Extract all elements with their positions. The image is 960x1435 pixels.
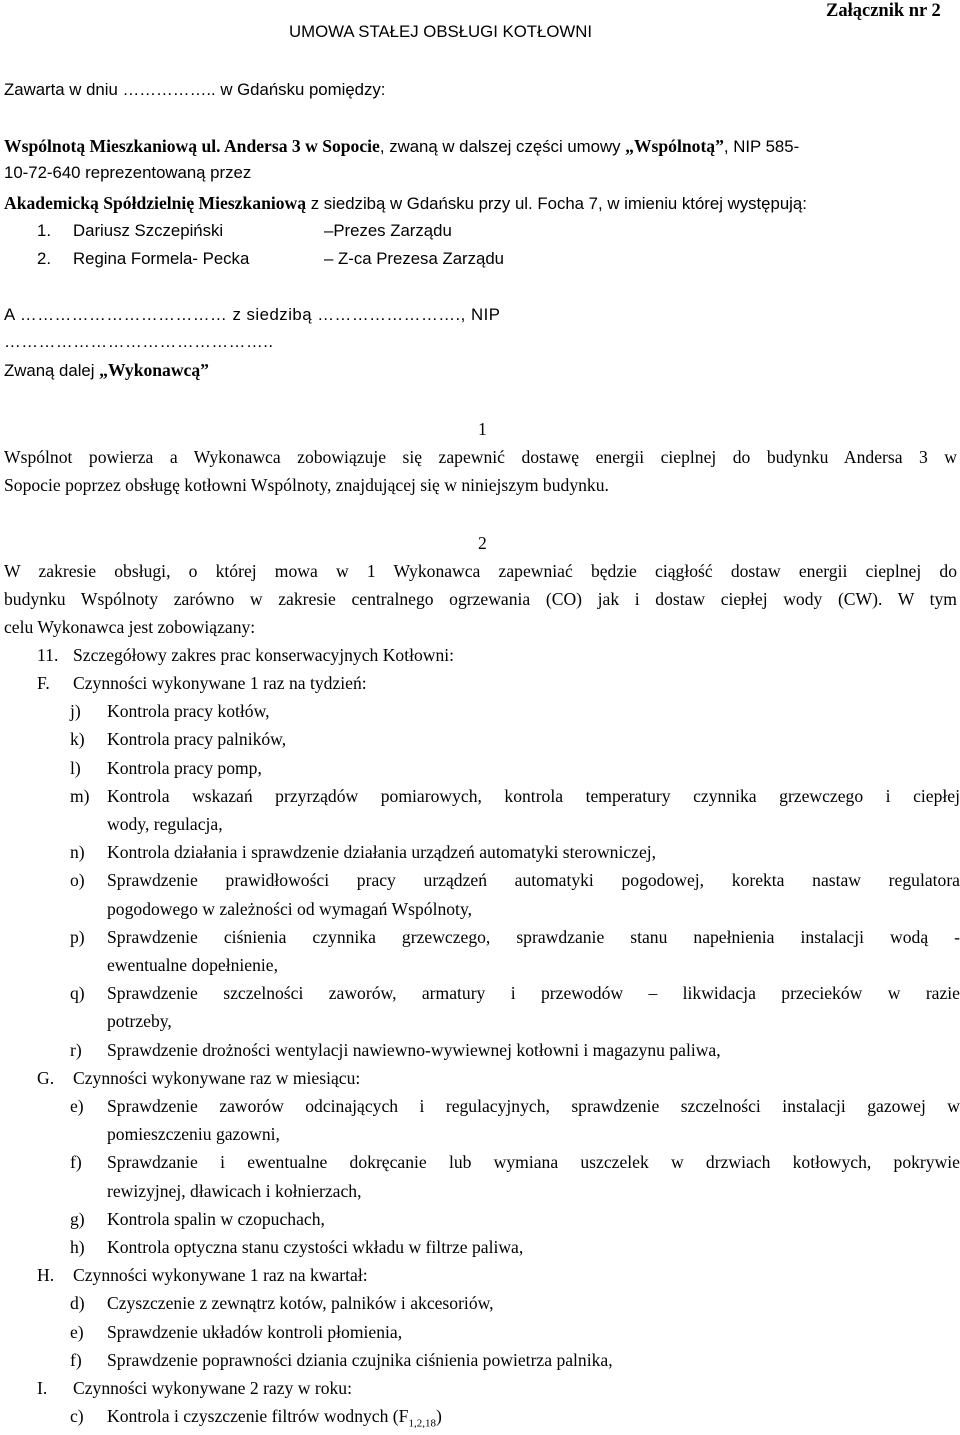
- list-item-continuation: potrzeby,: [107, 1011, 172, 1032]
- section1-line2: Sopocie poprzez obsługę kotłowni Wspólnoty, znajdującej się w niniejszym budynku.: [4, 475, 609, 495]
- list-item-label: k): [70, 729, 85, 750]
- group-title: Czynności wykonywane 1 raz na kwartał:: [73, 1265, 368, 1286]
- list-item-text: Sprawdzenie zaworów odcinających i regulacyjnych, sprawdzenie szczelności instalacji gazowej w: [107, 1096, 960, 1116]
- list-item-label: f): [70, 1349, 82, 1370]
- list-item-continuation: pogodowego w zależności od wymagań Wspólnoty,: [107, 898, 472, 919]
- list-item-text: Kontrola pracy pomp,: [107, 757, 262, 778]
- group-label: F.: [37, 673, 50, 693]
- group-title: Czynności wykonywane 2 razy w roku:: [73, 1378, 352, 1398]
- list-item-continuation: pomieszczeniu gazowni,: [107, 1124, 280, 1145]
- signatory-role-2: – Z-ca Prezesa Zarządu: [324, 249, 505, 268]
- manager-line: [4, 192, 807, 215]
- party1-mid: , zwaną w dalszej części umowy: [379, 137, 626, 156]
- scope-number: 11.: [37, 645, 59, 665]
- list-item-label: e): [70, 1321, 84, 1342]
- list-item-text: Kontrola działania i sprawdzenie działania urządzeń automatyki sterowniczej,: [107, 842, 657, 863]
- party1-alias: „Wspólnotą”: [625, 136, 724, 156]
- list-item-label: g): [70, 1208, 85, 1229]
- list-item-text: Sprawdzenie szczelności zaworów, armatury i przewodów – likwidacja przecieków w razie: [107, 983, 960, 1004]
- contractor-line2: ………………………………………..: [4, 332, 274, 351]
- scope-title: Szczegółowy zakres prac konserwacyjnych Kotłowni:: [73, 645, 455, 665]
- list-item-text: Kontrola optyczna stanu czystości wkładu w filtrze paliwa,: [107, 1237, 524, 1257]
- subscript: 1,2,18: [408, 1417, 436, 1430]
- list-item-text: Sprawdzenie prawidłowości pracy urządzeń automatyki pogodowej, korekta nastaw regulatora: [107, 870, 960, 891]
- contractor-alias: „Wykonawcą”: [99, 360, 209, 380]
- list-item-label: d): [70, 1293, 85, 1314]
- list-item-text: Kontrola pracy palników,: [107, 729, 287, 750]
- group-title: Czynności wykonywane 1 raz na tydzień:: [73, 673, 367, 693]
- list-item-text: Sprawdzenie ciśnienia czynnika grzewczego, sprawdzanie stanu napełnienia instalacji wodą -: [107, 926, 960, 947]
- list-item-text: Sprawdzenie poprawności dziania czujnika ciśnienia powietrza palnika,: [107, 1349, 613, 1370]
- list-item-text: Kontrola spalin w czopuchach,: [107, 1208, 325, 1229]
- list-item-continuation: rewizyjnej, dławicach i kołnierzach,: [107, 1180, 362, 1201]
- list-item-label: n): [70, 842, 85, 863]
- list-item-text: Kontrola pracy kotłów,: [107, 701, 270, 722]
- signatory-name-1: Dariusz Szczepiński: [73, 221, 224, 240]
- list-item-text: Kontrola i czyszczenie filtrów wodnych $(F_{1,2,18})$: [107, 1406, 442, 1430]
- list-item-text: Sprawdzenie drożności wentylacji nawiewno-wywiewnej kotłowni i magazynu paliwa,: [107, 1039, 721, 1060]
- list-item-label: l): [70, 757, 81, 778]
- list-item-label: p): [70, 926, 85, 947]
- group-label: G.: [37, 1067, 55, 1088]
- list-item-label: q): [70, 983, 85, 1004]
- document-title: UMOWA STAŁEJ OBSŁUGI KOTŁOWNI: [289, 22, 593, 41]
- contractor-alias-line: [4, 359, 209, 382]
- group-title: Czynności wykonywane raz w miesiącu:: [73, 1067, 361, 1088]
- section2-line2: budynku Wspólnoty zarówno w zakresie centralnego ogrzewania (CO) jak i dostaw ciepłej wody (CW). W tym: [4, 589, 957, 609]
- signatory-role-1: –Prezes Zarządu: [324, 221, 452, 240]
- list-item-label: j): [70, 701, 81, 722]
- party1-line2: 10-72-640 reprezentowaną przez: [4, 163, 252, 182]
- list-item-text: Czyszczenie z zewnątrz kotów, palników i akcesoriów,: [107, 1293, 494, 1314]
- list-item-continuation: wody, regulacja,: [107, 814, 223, 834]
- contractor-line1: A ……………………………… z siedzibą ……………………., NIP: [4, 305, 501, 324]
- attachment-label: Załącznik nr 2: [826, 1, 941, 21]
- list-item-continuation: ewentualne dopełnienie,: [107, 955, 278, 975]
- list-item-text: Sprawdzanie i ewentualne dokręcanie lub wymiana uszczelek w drzwiach kotłowych, pokrywie: [107, 1152, 960, 1173]
- group-label: H.: [37, 1265, 55, 1286]
- list-item-text: Sprawdzenie układów kontroli płomienia,: [107, 1321, 403, 1342]
- section2-heading: 2: [478, 533, 487, 553]
- list-item-label: m): [70, 785, 90, 806]
- list-item-label: f): [70, 1152, 82, 1173]
- list-item-label: c): [70, 1406, 84, 1427]
- section2-line3: celu Wykonawca jest zobowiązany:: [4, 617, 256, 637]
- contractor-alias-prefix: Zwaną dalej: [4, 361, 100, 380]
- manager-rest: z siedzibą w Gdańsku przy ul. Focha 7, w imieniu której występują:: [306, 194, 807, 213]
- party1-name: Wspólnotą Mieszkaniową ul. Andersa 3 w Sopocie: [4, 136, 380, 156]
- list-item-label: e): [70, 1096, 84, 1116]
- list-item-label: r): [70, 1039, 82, 1060]
- party1-nip: , NIP 585-: [723, 137, 800, 156]
- concluded-line: Zawarta w dniu …………….. w Gdańsku pomiędzy:: [4, 80, 386, 99]
- signatory-name-2: Regina Formela- Pecka: [73, 249, 250, 268]
- group-label: I.: [37, 1378, 48, 1398]
- manager-name: Akademicką Spółdzielnię Mieszkaniową: [4, 193, 307, 213]
- section1-line1: Wspólnot powierza a Wykonawca zobowiązuje się zapewnić dostawę energii cieplnej do budynku Andersa 3 w: [4, 447, 957, 467]
- section1-heading: 1: [478, 419, 487, 439]
- signatory-num-1: 1.: [37, 221, 51, 240]
- list-item-label: h): [70, 1237, 85, 1257]
- party1-line: [4, 135, 799, 158]
- list-item-text: Kontrola wskazań przyrządów pomiarowych, kontrola temperatury czynnika grzewczego i ciepłej: [107, 785, 960, 806]
- list-item-label: o): [70, 870, 85, 891]
- section2-line1: W zakresie obsługi, o której mowa w 1 Wykonawca zapewniać będzie ciągłość dostaw energii cieplnej do: [4, 561, 957, 581]
- signatory-num-2: 2.: [37, 249, 51, 268]
